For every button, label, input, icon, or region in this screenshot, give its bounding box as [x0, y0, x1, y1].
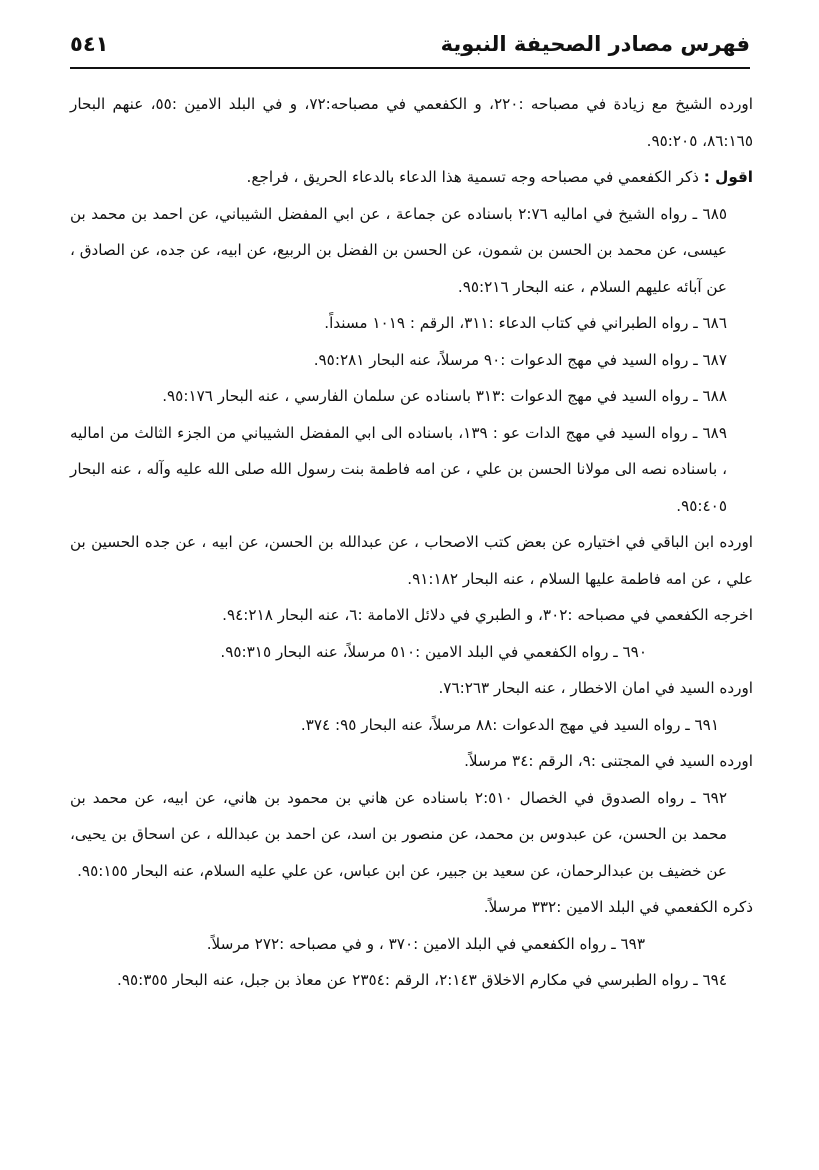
paragraph-text: اورده السيد في المجتنى :٩، الرقم :٣٤ مرسلاً. [464, 752, 753, 770]
paragraph [70, 86, 753, 159]
paragraph-text: ٦٨٩ ـ رواه السيد في مهج الدات عو : ١٣٩، باسناده الى ابي المفضل الشيباني من الجزء الثالث من اماليه ، باسناده نصه الى مولانا الحسن بن علي ، عن امه فاطمة بنت رسول الله صلى الله عليه وآله ، عنه البحار ٩٥:٤٠٥. [70, 423, 727, 515]
paragraph [70, 159, 753, 196]
paragraph-text: ٦٩٣ ـ رواه الكفعمي في البلد الامين :٣٧٠ ، و في مصباحه :٢٧٢ مرسلاً. [206, 934, 645, 953]
header-rule [70, 67, 750, 69]
paragraph-lead: اقول : [703, 168, 753, 186]
paragraph [70, 378, 753, 415]
paragraph [70, 342, 753, 379]
paragraph [70, 524, 753, 597]
paragraph [70, 780, 753, 890]
paragraph-text: ٦٨٧ ـ رواه السيد في مهج الدعوات :٩٠ مرسلاً، عنه البحار ٩٥:٢٨١. [313, 350, 727, 369]
paragraph [70, 597, 753, 634]
page-header [70, 28, 750, 68]
paragraph [70, 962, 753, 999]
paragraph [70, 415, 753, 525]
paragraph-text: ذكره الكفعمي في البلد الامين :٣٣٢ مرسلاً. [483, 898, 753, 916]
paragraph-text: اورده ابن الباقي في اختياره عن بعض كتب الاصحاب ، عن عبدالله بن الحسن، عن ابيه ، عن جده الحسين بن علي ، عن امه فاطمة عليها السلام ، عنه البحار ٩١:١٨٢. [70, 533, 753, 588]
paragraph [70, 634, 753, 671]
paragraph-text: ٦٩٤ ـ رواه الطبرسي في مكارم الاخلاق ٢:١٤٣، الرقم :٢٣٥٤ عن معاذ بن جبل، عنه البحار ٩٥:٣٥٥. [117, 971, 727, 989]
paragraph [70, 196, 753, 306]
paragraph [70, 670, 753, 707]
paragraph-text: ٦٨٥ ـ رواه الشيخ في اماليه ٢:٧٦ باسناده عن جماعة ، عن ابي المفضل الشيباني، عن احمد بن محمد بن عيسى، عن محمد بن الحسن بن شمون، عن الحسن بن الفضل بن الربيع، عن ابيه، عن جده، عن الصادق ، عن آبائه عليهم السلام ، عنه البحار ٩٥:٢١٦. [70, 204, 728, 296]
body-text [70, 86, 753, 999]
paragraph-text: ذكر الكفعمي في مصباحه وجه تسمية هذا الدعاء بالدعاء الحريق ، فراجع. [246, 168, 704, 186]
paragraph [70, 305, 753, 342]
page-number: ٥٤١ [70, 32, 109, 56]
paragraph [70, 889, 753, 926]
paragraph-text: ٦٩١ ـ رواه السيد في مهج الدعوات :٨٨ مرسلاً، عنه البحار ٩٥: ٣٧٤. [300, 715, 719, 734]
paragraph-text: اورده الشيخ مع زيادة في مصباحه :٢٢٠، و الكفعمي في مصباحه:٧٢، و في البلد الامين :٥٥، عنهم البحار ٨٦:١٦٥، ٩٥:٢٠٥. [70, 95, 753, 150]
paragraph-text: ٦٩٠ ـ رواه الكفعمي في البلد الامين :٥١٠ مرسلاً، عنه البحار ٩٥:٣١٥. [220, 642, 647, 661]
running-title: فهرس مصادر الصحيفة النبوية [440, 32, 750, 56]
paragraph-text: ٦٨٨ ـ رواه السيد في مهج الدعوات :٣١٣ باسناده عن سلمان الفارسي ، عنه البحار ٩٥:١٧٦. [162, 387, 727, 405]
paragraph-text: ٦٨٦ ـ رواه الطبراني في كتاب الدعاء :٣١١، الرقم : ١٠١٩ مسنداً. [324, 314, 727, 332]
paragraph-text: اخرجه الكفعمي في مصباحه :٣٠٢، و الطبري في دلائل الامامة :٦، عنه البحار ٩٤:٢١٨. [222, 606, 753, 624]
paragraph [70, 926, 753, 963]
paragraph [70, 707, 753, 744]
paragraph-text: ٦٩٢ ـ رواه الصدوق في الخصال ٢:٥١٠ باسناده عن هاني بن محمود بن هاني، عن ابيه، عن محمد بن محمد بن الحسن، عن عبدوس بن محمد، عن منصور بن اسد، عن احمد بن عبدالله ، عن اسحاق بن يحيى، عن خضيف بن عبدالرحمان، عن سعيد بن جبير، عن ابن عباس، عن علي عليه السلام، عنه البحار ٩٥:١٥٥. [70, 788, 727, 880]
paragraph-text: اورده السيد في امان الاخطار ، عنه البحار ٧٦:٢٦٣. [438, 679, 753, 697]
paragraph [70, 743, 753, 780]
